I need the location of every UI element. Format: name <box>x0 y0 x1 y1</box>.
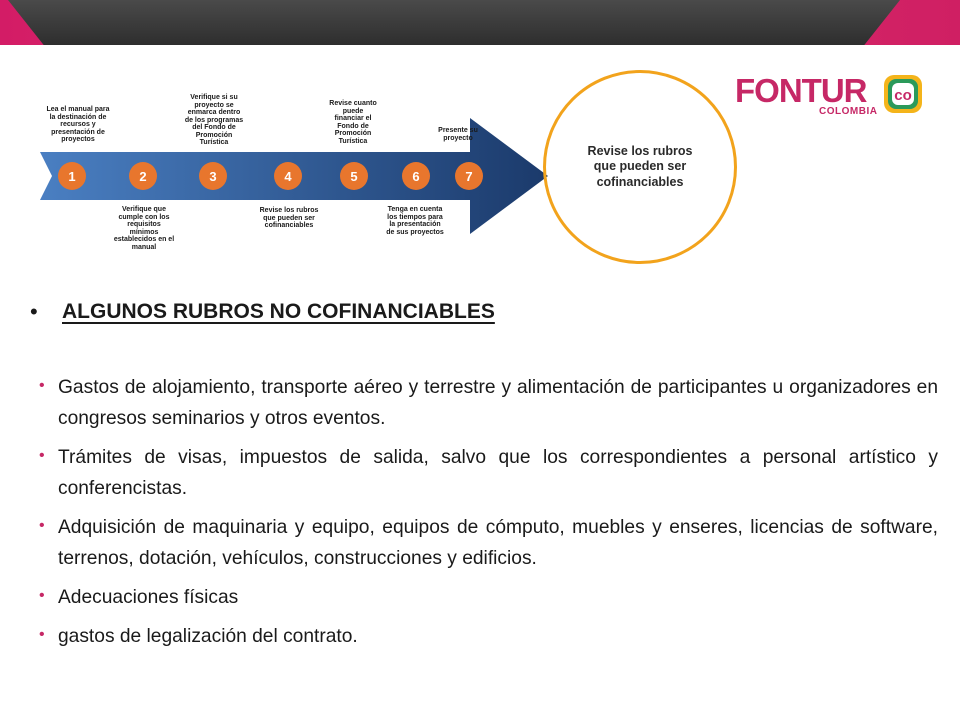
step-number-2: 2 <box>139 169 147 184</box>
list-item <box>36 442 938 504</box>
bullet-icon: • <box>39 626 45 643</box>
step-number-7: 7 <box>465 169 473 184</box>
step-label-7: Presente su proyecto <box>438 127 478 142</box>
header-dark-band <box>8 0 900 45</box>
bullet-icon: • <box>39 587 45 604</box>
fontur-logo <box>735 72 925 120</box>
bullet-icon: • <box>39 377 45 394</box>
step-label-2: Verifique que cumple con los requisitos mínimos establecidos en el manual <box>113 206 175 251</box>
non-cofinanciable-list <box>36 372 938 660</box>
logo-word: FONTUR <box>735 72 867 109</box>
step-label-1: Lea el manual para la destinación de recursos y presentación de proyectos <box>46 106 110 143</box>
list-item <box>36 621 938 652</box>
callout-circle <box>543 70 737 264</box>
step-label-5: Revise cuanto puede financiar el Fondo de Promoción Turística <box>329 100 377 145</box>
step-label-6: Tenga en cuenta los tiempos para la presentación de sus proyectos <box>386 206 444 236</box>
logo-country: COLOMBIA <box>819 106 878 117</box>
list-item-text: Adquisición de maquinaria y equipo, equipos de cómputo, muebles y enseres, licencias de software, terrenos, dotación, vehículos, construcciones y edificios. <box>58 517 938 569</box>
section-heading: ALGUNOS RUBROS NO COFINANCIABLES <box>62 300 495 323</box>
list-item-text: Trámites de visas, impuestos de salida, salvo que los correspondientes a personal artístico y conferencistas. <box>58 447 938 499</box>
header-bar <box>0 0 960 45</box>
step-number-5: 5 <box>350 169 358 184</box>
section-heading-row <box>30 297 495 327</box>
bullet-icon: • <box>39 517 45 534</box>
bullet-icon: • <box>39 447 45 464</box>
step-label-3: Verifique si su proyecto se enmarca dentro de los programas del Fondo de Promoción Turística <box>184 94 244 146</box>
step-number-4: 4 <box>284 169 292 184</box>
step-number-6: 6 <box>412 169 420 184</box>
step-number-1: 1 <box>68 169 76 184</box>
list-item-text: gastos de legalización del contrato. <box>58 626 358 647</box>
list-item-text: Adecuaciones físicas <box>58 587 239 608</box>
step-label-4: Revise los rubros que pueden ser cofinanciables <box>259 207 319 229</box>
list-item <box>36 582 938 613</box>
bullet-icon: • <box>30 299 38 324</box>
colombia-co-icon <box>883 74 923 114</box>
list-item-text: Gastos de alojamiento, transporte aéreo y terrestre y alimentación de participantes u organizadores en congresos seminarios y otros eventos. <box>58 377 938 429</box>
list-item <box>36 372 938 434</box>
process-diagram <box>0 80 560 270</box>
list-item <box>36 512 938 574</box>
svg-text:co: co <box>894 87 912 104</box>
callout-text: Revise los rubros que pueden ser cofinanciables <box>587 143 693 189</box>
step-number-3: 3 <box>209 169 217 184</box>
